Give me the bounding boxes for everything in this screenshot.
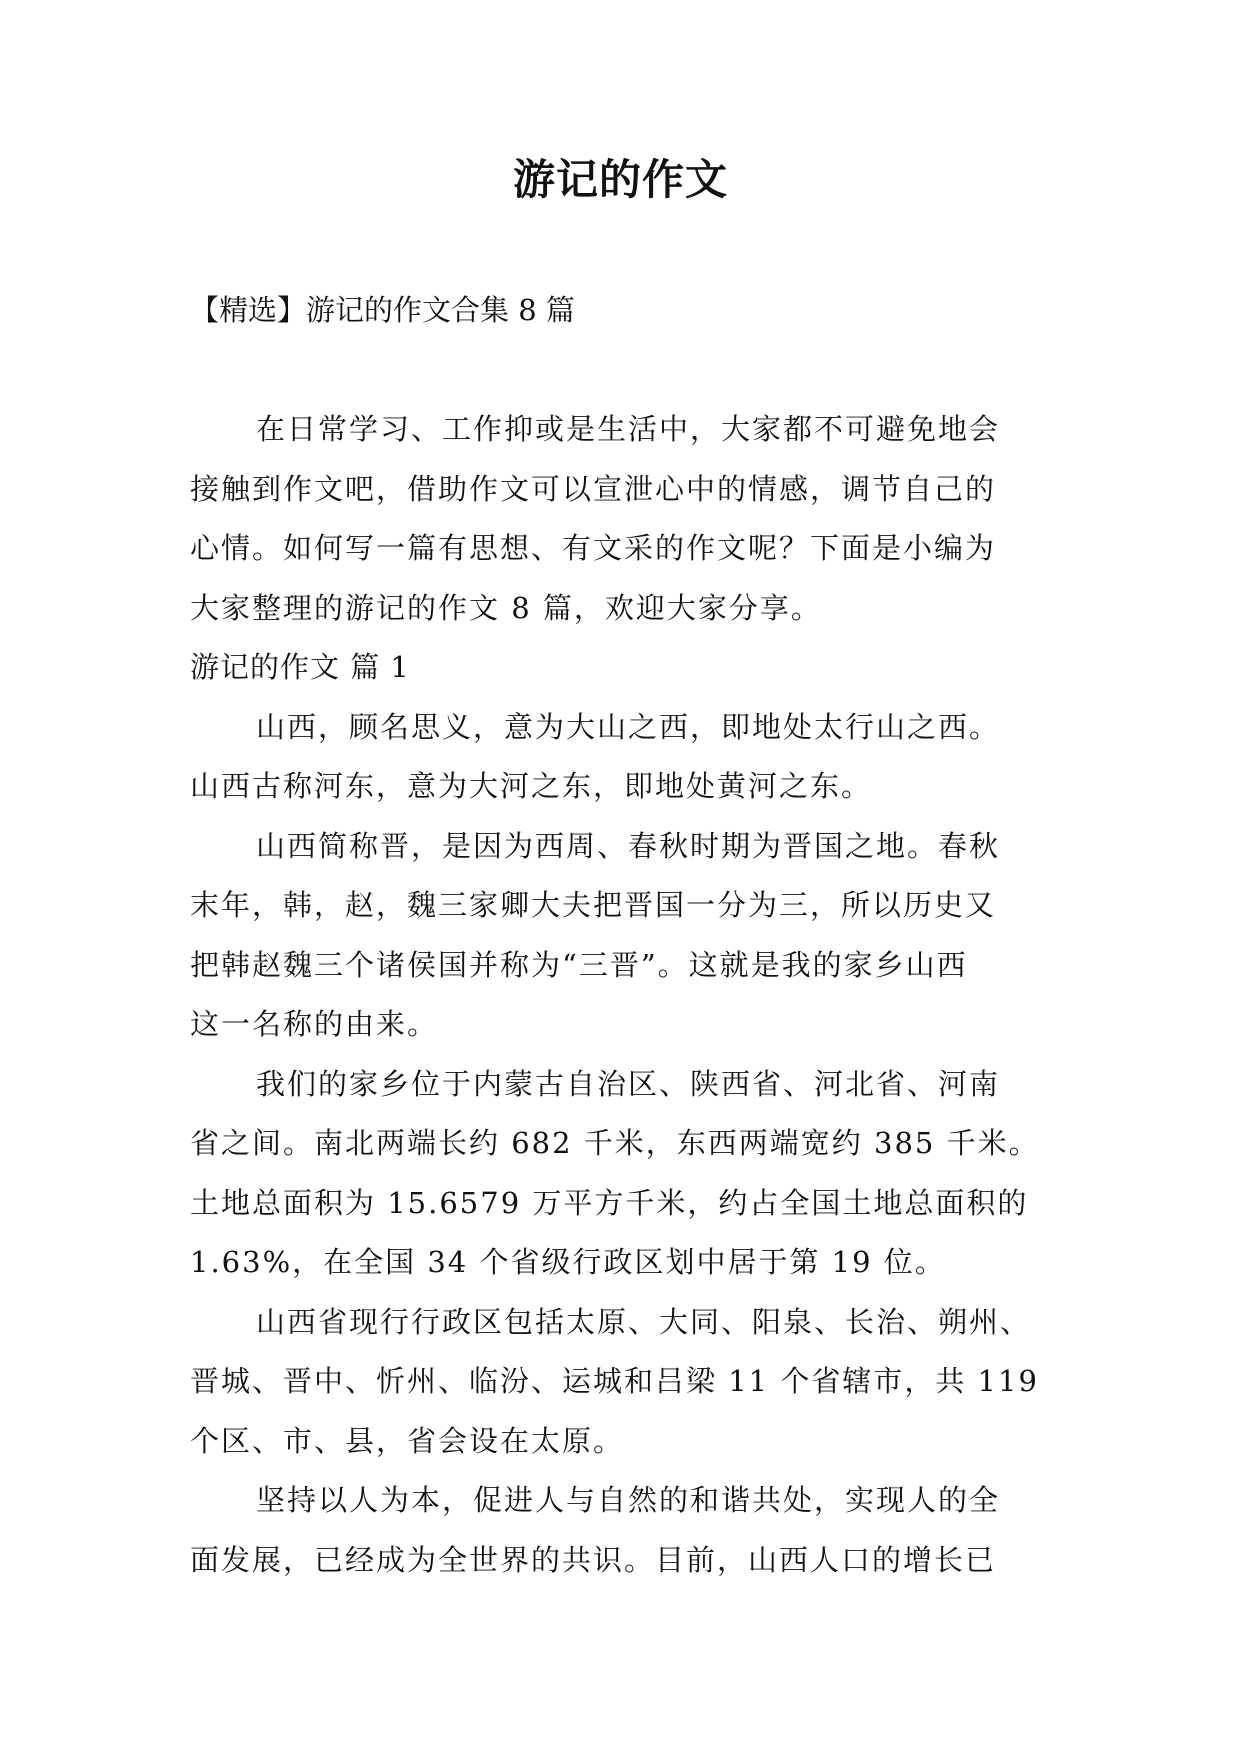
body-line: 这一名称的由来。	[190, 1007, 439, 1041]
body-line: 把韩赵魏三个诸侯国并称为“三晋”。这就是我的家乡山西	[190, 947, 968, 982]
body-line: 晋城、晋中、忻州、临汾、运城和吕梁 11 个省辖市，共 119	[190, 1364, 1039, 1398]
body-line: 末年，韩，赵，魏三家卿大夫把晋国一分为三，所以历史又	[190, 888, 997, 922]
section-heading: 游记的作文 篇 1	[190, 650, 410, 684]
body-line: 个区、市、县，省会设在太原。	[190, 1423, 625, 1458]
document-title: 游记的作文	[512, 155, 728, 204]
body-line: 心情。如何写一篇有思想、有文采的作文呢？下面是小编为	[190, 531, 997, 565]
document-subtitle: 【精选】游记的作文合集 8 篇	[190, 293, 575, 327]
body-line: 接触到作文吧，借助作文可以宣泄心中的情感，调节自己的	[190, 471, 997, 506]
body-line: 坚持以人为本，促进人与自然的和谐共处，实现人的全	[256, 1483, 1001, 1517]
body-line: 山西简称晋，是因为西周、春秋时期为晋国之地。春秋	[256, 828, 1001, 863]
body-line: 大家整理的游记的作文 8 篇，欢迎大家分享。	[190, 590, 822, 625]
body-line: 我们的家乡位于内蒙古自治区、陕西省、河北省、河南	[256, 1066, 1001, 1101]
body-line: 山西古称河东，意为大河之东，即地处黄河之东。	[190, 769, 873, 803]
body-line: 1.63%，在全国 34 个省级行政区划中居于第 19 位。	[190, 1245, 946, 1279]
body-line: 土地总面积为 15.6579 万平方千米，约占全国土地总面积的	[190, 1185, 1029, 1220]
body-line: 省之间。南北两端长约 682 千米，东西两端宽约 385 千米。	[190, 1126, 1040, 1160]
body-line: 在日常学习、工作抑或是生活中，大家都不可避免地会	[256, 412, 1001, 446]
document-body	[190, 400, 1060, 1590]
body-line: 山西省现行行政区包括太原、大同、阳泉、长治、朔州、	[256, 1304, 1032, 1339]
body-line: 山西，顾名思义，意为大山之西，即地处太行山之西。	[256, 709, 1001, 744]
body-line: 面发展，已经成为全世界的共识。目前，山西人口的增长已	[190, 1542, 997, 1577]
